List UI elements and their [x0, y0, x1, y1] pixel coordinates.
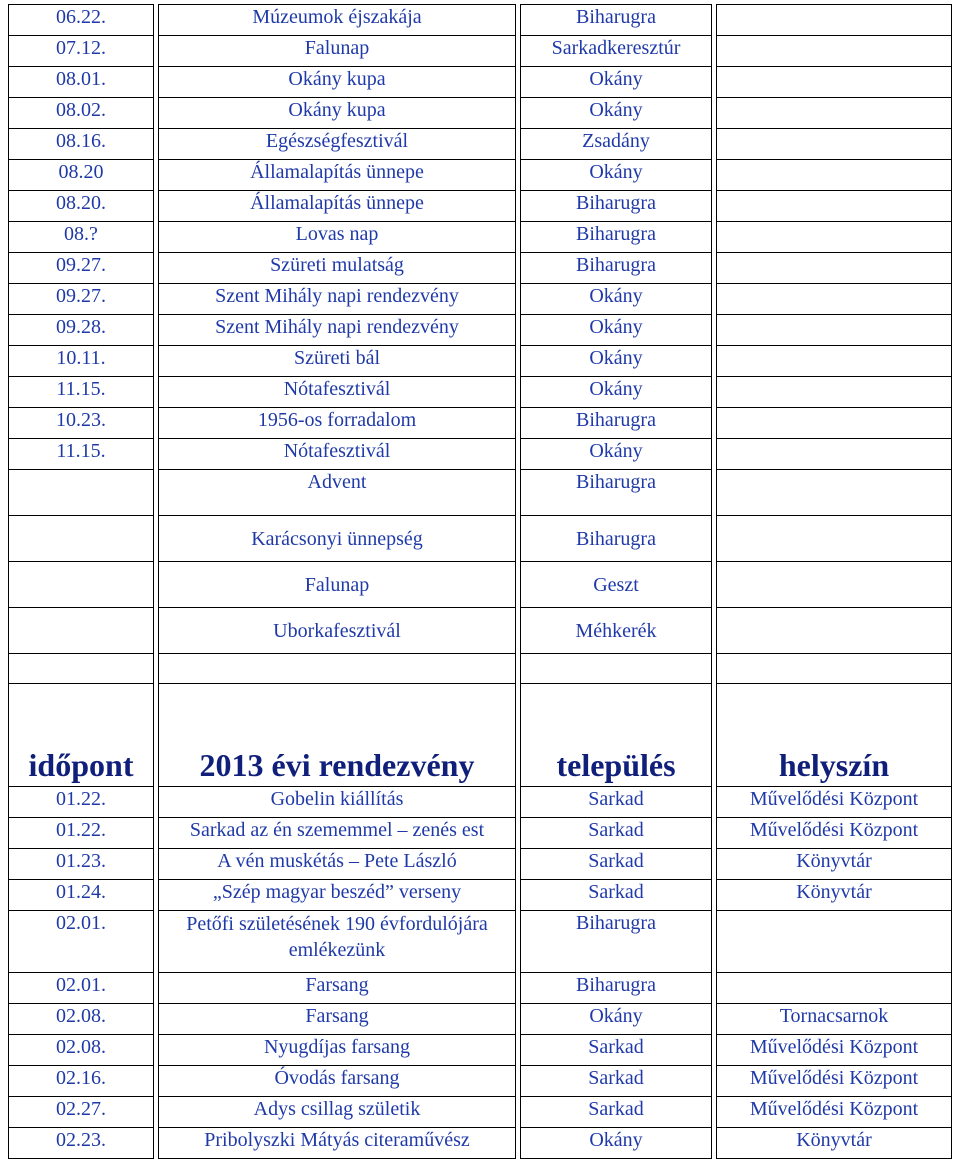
venue-cell: Könyvtár — [716, 880, 952, 911]
town-cell: Biharugra — [520, 222, 712, 253]
table-row — [8, 470, 952, 516]
event-cell: Múzeumok éjszakája — [158, 4, 516, 36]
date-cell: 10.11. — [8, 346, 154, 377]
venue-cell: Művelődési Központ — [716, 818, 952, 849]
town-cell: Sarkad — [520, 787, 712, 818]
town-cell: Sarkad — [520, 849, 712, 880]
town-cell: Okány — [520, 67, 712, 98]
date-cell: 08.? — [8, 222, 154, 253]
event-cell: Szent Mihály napi rendezvény — [158, 284, 516, 315]
town-cell: Okány — [520, 1128, 712, 1159]
table-row — [8, 439, 952, 470]
date-cell: 02.08. — [8, 1004, 154, 1035]
table-row — [8, 253, 952, 284]
venue-cell — [716, 284, 952, 315]
town-header: település — [520, 684, 712, 787]
town-cell: Biharugra — [520, 191, 712, 222]
venue-header: helyszín — [716, 684, 952, 787]
event-cell: Advent — [158, 470, 516, 516]
venue-cell: Művelődési Központ — [716, 1035, 952, 1066]
event-cell: Államalapítás ünnepe — [158, 160, 516, 191]
event-cell: Falunap — [158, 562, 516, 608]
event-cell: Szent Mihály napi rendezvény — [158, 315, 516, 346]
event-cell: Szüreti mulatság — [158, 253, 516, 284]
empty-cell — [716, 654, 952, 684]
empty-row — [8, 654, 952, 684]
date-cell: 10.23. — [8, 408, 154, 439]
town-cell: Méhkerék — [520, 608, 712, 654]
date-cell: 08.16. — [8, 129, 154, 160]
venue-cell — [716, 346, 952, 377]
event-cell: Adys csillag születik — [158, 1097, 516, 1128]
date-cell: 09.28. — [8, 315, 154, 346]
event-cell: Pribolyszki Mátyás citeraművész — [158, 1128, 516, 1159]
venue-cell — [716, 439, 952, 470]
date-cell: 08.20 — [8, 160, 154, 191]
date-cell: 02.23. — [8, 1128, 154, 1159]
table-row — [8, 911, 952, 973]
table-row — [8, 608, 952, 654]
town-cell: Sarkad — [520, 1035, 712, 1066]
table-row — [8, 562, 952, 608]
table-row — [8, 1004, 952, 1035]
town-cell: Okány — [520, 377, 712, 408]
event-cell: Nótafesztivál — [158, 377, 516, 408]
event-cell: Egészségfesztivál — [158, 129, 516, 160]
event-cell: Nyugdíjas farsang — [158, 1035, 516, 1066]
date-cell: 09.27. — [8, 284, 154, 315]
venue-cell: Tornacsarnok — [716, 1004, 952, 1035]
table-row — [8, 222, 952, 253]
venue-cell — [716, 222, 952, 253]
event-cell: Államalapítás ünnepe — [158, 191, 516, 222]
venue-cell: Könyvtár — [716, 849, 952, 880]
date-cell: 02.08. — [8, 1035, 154, 1066]
table-row — [8, 315, 952, 346]
town-cell: Sarkadkeresztúr — [520, 36, 712, 67]
town-cell: Biharugra — [520, 253, 712, 284]
event-cell: Karácsonyi ünnepség — [158, 516, 516, 562]
event-cell: Szüreti bál — [158, 346, 516, 377]
town-cell: Sarkad — [520, 818, 712, 849]
table-row — [8, 346, 952, 377]
events-table — [4, 4, 956, 1159]
event-cell: Sarkad az én szememmel – zenés est — [158, 818, 516, 849]
venue-cell — [716, 911, 952, 973]
event-cell: Óvodás farsang — [158, 1066, 516, 1097]
table-row — [8, 98, 952, 129]
town-cell: Biharugra — [520, 516, 712, 562]
event-cell: Farsang — [158, 973, 516, 1004]
date-cell: 08.02. — [8, 98, 154, 129]
date-cell — [8, 470, 154, 516]
venue-cell — [716, 608, 952, 654]
event-cell: Petőfi születésének 190 évfordulójára emlékezünk — [158, 911, 516, 973]
date-cell: 08.01. — [8, 67, 154, 98]
venue-cell — [716, 4, 952, 36]
table-row — [8, 67, 952, 98]
venue-cell: Könyvtár — [716, 1128, 952, 1159]
venue-cell — [716, 377, 952, 408]
venue-cell — [716, 470, 952, 516]
venue-cell — [716, 160, 952, 191]
venue-cell — [716, 408, 952, 439]
date-cell: 11.15. — [8, 439, 154, 470]
event-cell: Okány kupa — [158, 67, 516, 98]
town-cell: Okány — [520, 315, 712, 346]
table-row — [8, 1097, 952, 1128]
venue-cell: Művelődési Központ — [716, 1066, 952, 1097]
date-cell: 01.22. — [8, 818, 154, 849]
date-cell: 11.15. — [8, 377, 154, 408]
venue-cell — [716, 98, 952, 129]
table-row — [8, 1128, 952, 1159]
date-cell — [8, 562, 154, 608]
venue-cell — [716, 129, 952, 160]
event-cell: Okány kupa — [158, 98, 516, 129]
date-cell: 02.16. — [8, 1066, 154, 1097]
town-cell: Okány — [520, 439, 712, 470]
date-cell — [8, 516, 154, 562]
venue-cell — [716, 315, 952, 346]
venue-cell — [716, 191, 952, 222]
town-cell: Okány — [520, 346, 712, 377]
table-row — [8, 973, 952, 1004]
date-cell: 01.23. — [8, 849, 154, 880]
table-row — [8, 191, 952, 222]
town-cell: Biharugra — [520, 4, 712, 36]
table-row — [8, 284, 952, 315]
table-row — [8, 160, 952, 191]
table-row — [8, 849, 952, 880]
date-cell: 07.12. — [8, 36, 154, 67]
event-cell: Farsang — [158, 1004, 516, 1035]
empty-cell — [158, 654, 516, 684]
venue-cell — [716, 36, 952, 67]
venue-cell — [716, 253, 952, 284]
table-row — [8, 129, 952, 160]
event-cell: Falunap — [158, 36, 516, 67]
date-header: időpont — [8, 684, 154, 787]
date-cell: 02.01. — [8, 973, 154, 1004]
town-cell: Zsadány — [520, 129, 712, 160]
town-cell: Sarkad — [520, 880, 712, 911]
town-cell: Okány — [520, 160, 712, 191]
table-row — [8, 4, 952, 36]
venue-cell — [716, 516, 952, 562]
table-row — [8, 880, 952, 911]
event-header: 2013 évi rendezvény — [158, 684, 516, 787]
venue-cell: Művelődési Központ — [716, 1097, 952, 1128]
venue-cell — [716, 973, 952, 1004]
empty-cell — [520, 654, 712, 684]
date-cell: 01.24. — [8, 880, 154, 911]
town-cell: Okány — [520, 1004, 712, 1035]
event-cell: A vén muskétás – Pete László — [158, 849, 516, 880]
table-row — [8, 377, 952, 408]
date-cell — [8, 608, 154, 654]
event-cell: „Szép magyar beszéd” verseny — [158, 880, 516, 911]
table-row — [8, 516, 952, 562]
event-cell: 1956-os forradalom — [158, 408, 516, 439]
town-cell: Geszt — [520, 562, 712, 608]
event-cell: Nótafesztivál — [158, 439, 516, 470]
date-cell: 02.27. — [8, 1097, 154, 1128]
town-cell: Biharugra — [520, 408, 712, 439]
date-cell: 02.01. — [8, 911, 154, 973]
event-cell: Lovas nap — [158, 222, 516, 253]
town-cell: Biharugra — [520, 911, 712, 973]
venue-cell: Művelődési Központ — [716, 787, 952, 818]
table-row — [8, 787, 952, 818]
town-cell: Okány — [520, 284, 712, 315]
venue-cell — [716, 562, 952, 608]
event-cell: Uborkafesztivál — [158, 608, 516, 654]
town-cell: Biharugra — [520, 470, 712, 516]
town-cell: Sarkad — [520, 1097, 712, 1128]
date-cell: 01.22. — [8, 787, 154, 818]
table-row — [8, 1066, 952, 1097]
table-row — [8, 408, 952, 439]
town-cell: Sarkad — [520, 1066, 712, 1097]
venue-cell — [716, 67, 952, 98]
table-row — [8, 1035, 952, 1066]
date-cell: 06.22. — [8, 4, 154, 36]
table-row — [8, 36, 952, 67]
town-cell: Biharugra — [520, 973, 712, 1004]
header-row — [8, 684, 952, 787]
date-cell: 08.20. — [8, 191, 154, 222]
event-cell: Gobelin kiállítás — [158, 787, 516, 818]
table-row — [8, 818, 952, 849]
town-cell: Okány — [520, 98, 712, 129]
date-cell: 09.27. — [8, 253, 154, 284]
empty-cell — [8, 654, 154, 684]
